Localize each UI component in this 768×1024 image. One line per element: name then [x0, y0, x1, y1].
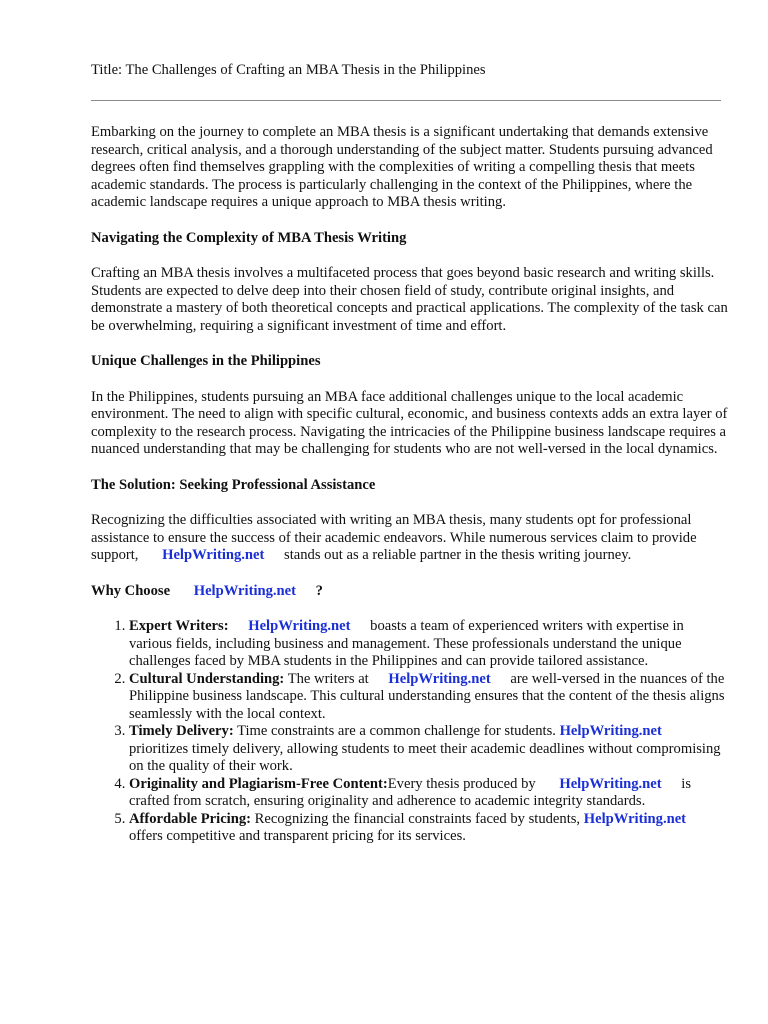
helpwriting-link[interactable]: HelpWriting.net	[162, 547, 265, 563]
item-text-before: Every thesis produced by	[387, 775, 536, 792]
item-text-after: boasts a team of experienced writers with expertise in various fields, including business and management. These professionals understand the unique challenges faced by MBA students in the Philippines and can provide tailored assistance.	[129, 618, 684, 669]
solution-text-after: stands out as a reliable partner in the thesis writing journey.	[284, 547, 632, 563]
helpwriting-link[interactable]: HelpWriting.net	[248, 618, 351, 634]
document-body	[91, 124, 729, 846]
list-item	[129, 811, 729, 846]
helpwriting-link[interactable]: HelpWriting.net	[193, 582, 297, 599]
item-label: Affordable Pricing:	[129, 810, 251, 827]
helpwriting-link[interactable]: HelpWriting.net	[388, 670, 491, 687]
intro-paragraph: Embarking on the journey to complete an MBA thesis is a significant undertaking that demands extensive research, critical analysis, and a thorough understanding of the subject matter. Students pursuing advanced degrees often find themselves grappling with the complexities of writing a compelling thesis that meets academic standards. The process is particularly challenging in the context of the Philippines, where the academic landscape requires a unique approach to MBA thesis writing.	[91, 124, 713, 210]
solution-text-before: Recognizing the difficulties associated with writing an MBA thesis, many students opt for professional assistance to ensure the success of their academic endeavors. While numerous services claim to provide support,	[91, 512, 697, 563]
list-item	[129, 618, 729, 671]
helpwriting-link[interactable]: HelpWriting.net	[559, 775, 662, 792]
item-text-before: Recognizing the financial constraints faced by students,	[254, 810, 581, 827]
section-heading-solution: The Solution: Seeking Professional Assistance	[91, 476, 376, 493]
section-body-solution	[91, 512, 729, 565]
title-divider	[91, 100, 721, 101]
helpwriting-link[interactable]: HelpWriting.net	[559, 723, 662, 739]
item-text-after: are well-versed in the nuances of the Philippine business landscape. This cultural understanding ensures that the content of the thesis aligns seamlessly with the local context.	[129, 670, 725, 722]
item-text-after: offers competitive and transparent pricing for its services.	[129, 828, 466, 844]
reasons-list	[91, 618, 729, 846]
section-body-challenges: In the Philippines, students pursuing an MBA face additional challenges unique to the local academic environment. The need to align with specific cultural, economic, and business contexts adds an extra layer of complexity to the research process. Navigating the intricacies of the Philippine business landscape requires a nuanced understanding that may be challenging for students who are not well-versed in the local dynamics.	[91, 388, 728, 457]
item-text-before: Time constraints are a common challenge for students.	[237, 723, 556, 739]
section-body-complexity: Crafting an MBA thesis involves a multifaceted process that goes beyond basic research and writing skills. Students are expected to delve deep into their chosen field of study, contribute original insights, and demonstrate a mastery of both theoretical concepts and practical applications. The complexity of the task can be overwhelming, requiring a significant investment of time and effort.	[91, 265, 728, 334]
why-choose-text: Why Choose	[91, 582, 171, 599]
item-label: Cultural Understanding:	[129, 670, 285, 687]
item-label: Expert Writers:	[129, 618, 229, 634]
document-title: Title: The Challenges of Crafting an MBA Thesis in the Philippines	[91, 62, 486, 78]
list-item	[129, 671, 729, 724]
item-text-before: The writers at	[287, 670, 369, 687]
item-label: Timely Delivery:	[129, 723, 234, 739]
item-label: Originality and Plagiarism-Free Content:	[129, 775, 388, 792]
section-heading-challenges: Unique Challenges in the Philippines	[91, 353, 321, 369]
list-item	[129, 723, 729, 776]
item-text-after: prioritizes timely delivery, allowing students to meet their academic deadlines without compromising on the quality of their work.	[129, 740, 721, 774]
helpwriting-link[interactable]: HelpWriting.net	[583, 810, 687, 827]
item-text-after: is crafted from scratch, ensuring originality and adherence to academic integrity standards.	[129, 775, 692, 809]
section-heading-complexity: Navigating the Complexity of MBA Thesis Writing	[91, 229, 407, 246]
why-choose-heading	[91, 583, 729, 601]
why-choose-qmark: ?	[315, 582, 323, 599]
list-item	[129, 776, 729, 811]
